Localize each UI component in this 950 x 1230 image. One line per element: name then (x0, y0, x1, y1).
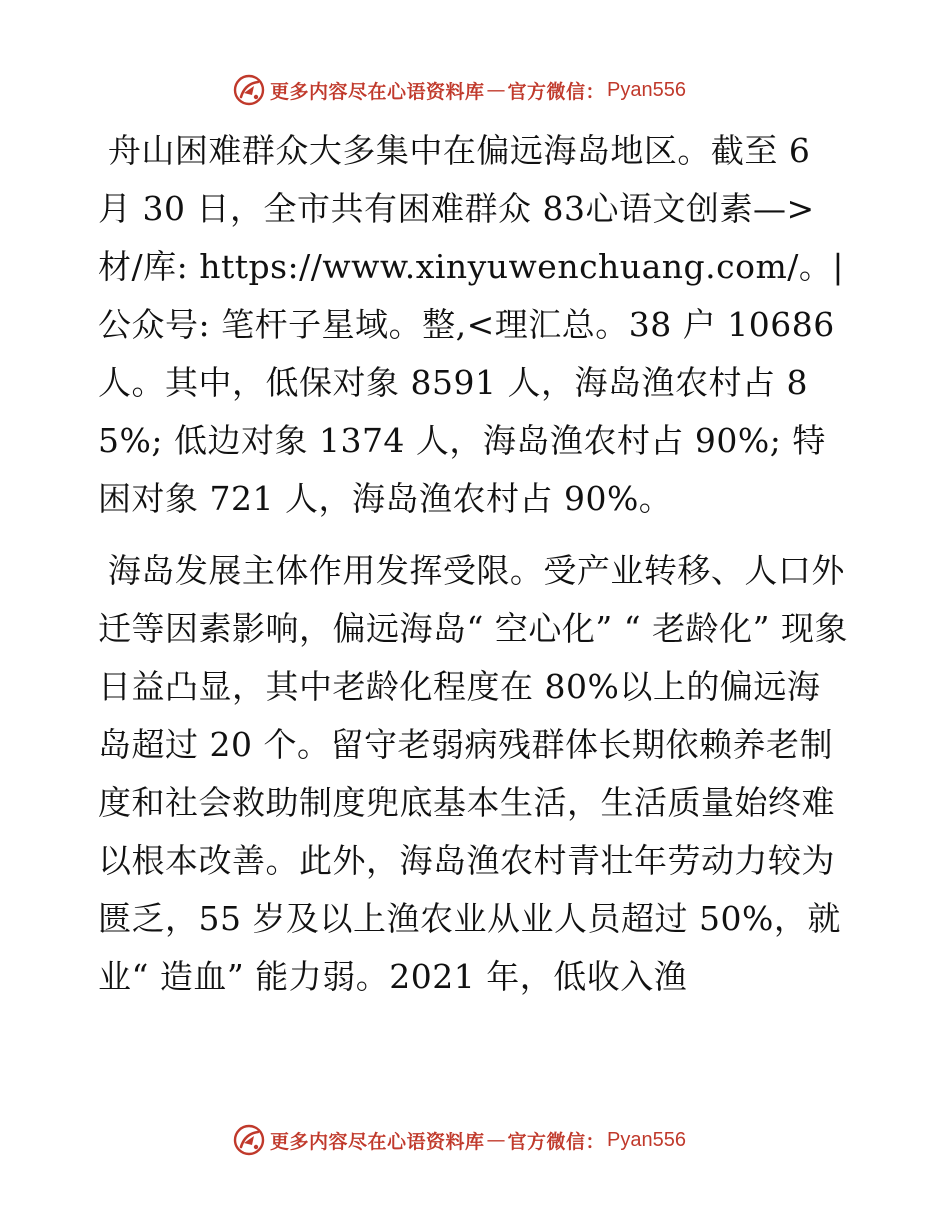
banner-separator: — (486, 1129, 506, 1151)
banner-slogan: 更多内容尽在心语资料库 (270, 1130, 485, 1153)
body-paragraph: 海岛发展主体作用发挥受限。受产业转移、人口外迁等因素影响，偏远海岛“ 空心化” “ 老龄化” 现象日益凸显，其中老龄化程度在 80%以上的偏远海岛超过 20 个。留守老弱病残群体长期依赖养老制度和社会救助制度兜底基本生活，生活质量始终难以根本改善。此外，海岛渔农村青壮年劳动力较为匮乏，55 岁及以上渔农业从业人员超过 50%，就业“ 造血” 能力弱。2021 年，低收入渔 (98, 551, 848, 996)
document-body (98, 122, 850, 1006)
brand-logo-icon (232, 73, 266, 107)
brand-logo-icon (232, 1123, 266, 1157)
header-watermark-banner (232, 72, 686, 108)
banner-separator: — (486, 79, 506, 101)
body-paragraph: 舟山困难群众大多集中在偏远海岛地区。截至 6 月 30 日，全市共有困难群众 83心语文创素—>材/库: https://www.xinyuwenchuang.com/。|公众号: 笔杆子星域。整,<理汇总。38 户 10686 人。其中，低保对象 8591 人，海岛渔农村占 85%; 低边对象 1374 人，海岛渔农村占 90%; 特困对象 721 人，海岛渔农村占 90%。 (98, 131, 844, 518)
banner-slogan: 更多内容尽在心语资料库 (270, 80, 485, 103)
banner-official-label: 官方微信： (507, 1130, 606, 1153)
footer-watermark-banner (232, 1122, 686, 1158)
banner-official-label: 官方微信： (507, 80, 606, 103)
banner-wechat-id: Pyan556 (607, 78, 686, 101)
banner-wechat-id: Pyan556 (607, 1128, 686, 1151)
